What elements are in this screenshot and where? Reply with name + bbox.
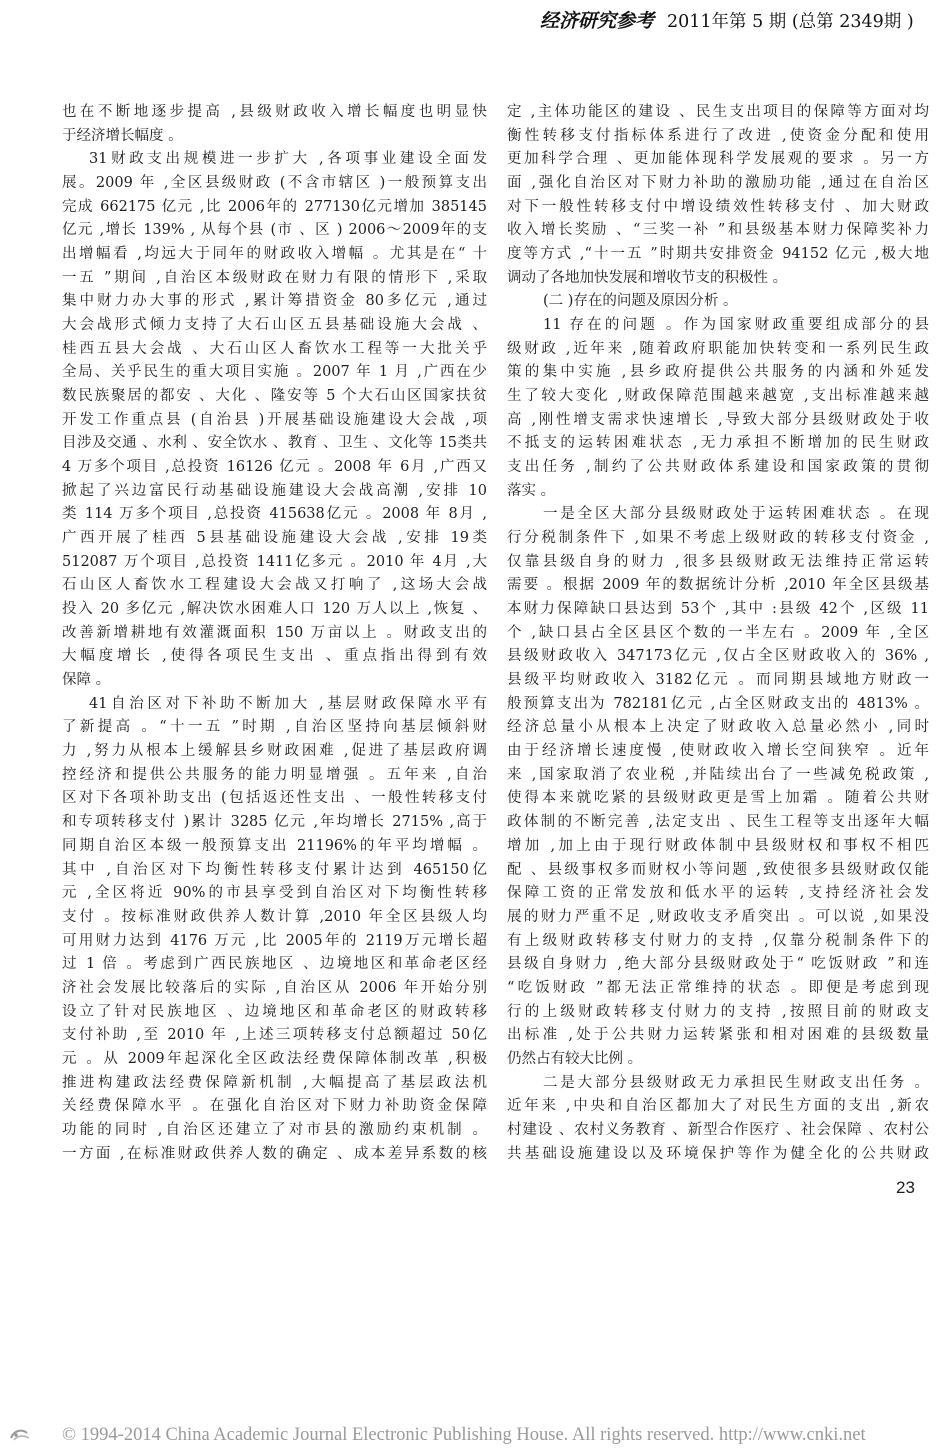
- text-line: 近年来 ,中央和自治区都加大了对民生方面的支出 ,新农: [507, 1098, 929, 1115]
- text-line: 全局、关乎民生的重大项目实施 。2007 年 1 月 ,广西在少: [62, 364, 487, 381]
- text-line: 元 。从 2009年起深化全区政法经费保障体制改革 ,积极: [62, 1050, 487, 1067]
- text-line: 收入增长奖励 、“三奖一补 ”和县级基本财力保障奖补力: [507, 222, 929, 239]
- text-line: 功能的同时 ,自治区还建立了对市县的激励约束机制 。: [62, 1121, 487, 1138]
- text-line: 县级自身财力 ,绝大部分县级财政处于“ 吃饭财政 ”和连: [507, 956, 929, 973]
- text-line: 保障 。: [62, 672, 111, 689]
- text-line: 同期自治区本级一般预算支出 21196%的年平均增幅 。: [62, 837, 487, 854]
- text-line: 广西开展了桂西 5县基础设施建设大会战 ,安排 19类: [62, 530, 487, 547]
- text-line: 济社会发展比较落后的实际 ,自治区从 2006 年开始分别: [62, 979, 487, 996]
- text-line: 可用财力达到 4176 万元 ,比 2005年的 2119万元增长超: [62, 932, 487, 949]
- text-line: 不抵支的运转困难状态 ,无力承担不断增加的民生财政: [507, 435, 929, 452]
- paragraph: [62, 101, 487, 148]
- paragraph: [507, 1072, 929, 1167]
- text-line: 调动了各地加快发展和增收节支的积极性 。: [507, 269, 788, 286]
- text-line: 落实 。: [507, 482, 556, 499]
- text-line: 关经费保障水平 。在强化自治区对下财力补助资金保障: [62, 1098, 487, 1115]
- text-line: 区对下各项补助支出 (包括返还性支出 、一般性转移支付: [62, 790, 487, 807]
- text-line: 设立了针对民族地区 、边境地区和革命老区的财政转移: [62, 1003, 487, 1020]
- text-line: 掀起了兴边富民行动基础设施建设大会战高潮 ,安排 10: [62, 482, 487, 499]
- text-line: 县级平均财政收入 3182亿元 。而同期县域地方财政一: [507, 672, 929, 689]
- text-line: 高 ,刚性增支需求快速增长 ,导致大部分县级财政处于收: [507, 411, 929, 428]
- text-line: 一是全区大部分县级财政处于运转困难状态 。在现: [543, 506, 929, 523]
- text-line: 对下一般性转移支付中增设绩效性转移支付 、加大财政: [507, 198, 929, 215]
- text-line: 大会战形式倾力支持了大石山区五县基础设施大会战 、: [62, 317, 487, 334]
- text-line: 控经济和提供公共服务的能力明显增强 。五年来 ,自治: [62, 766, 487, 783]
- text-line: 31财政支出规模进一步扩大 ,各项事业建设全面发: [89, 151, 487, 168]
- text-line: 定 ,主体功能区的建设 、民生支出项目的保障等方面对均: [507, 104, 929, 120]
- text-line: 个 ,缺口县占全区县区个数的一半左右 。2009 年 ,全区: [507, 624, 929, 641]
- cnki-logo-icon: [8, 1427, 32, 1443]
- text-line: 支付 。按标准财政供养人数计算 ,2010 年全区县级人均: [62, 908, 487, 925]
- journal-logo: 经济研究参考: [540, 10, 655, 32]
- text-line: 亿元 ,增长 139% , 从每个县 (市 、区 ) 2006～2009年的支: [62, 222, 487, 239]
- text-line: 石山区人畜饮水工程建设大会战又打响了 ,这场大会战: [62, 577, 487, 594]
- text-line: 桂西五县大会战 、大石山区人畜饮水工程等一大批关乎: [62, 340, 487, 357]
- text-line: 4 万多个项目 ,总投资 16126 亿元 。2008 年 6月 ,广西又: [62, 459, 487, 476]
- text-line: 出增幅看 ,均远大于同年的财政收入增幅 。尤其是在“ 十: [62, 246, 487, 263]
- text-line: 数民族聚居的都安 、大化 、隆安等 5 个大石山区国家扶贫: [62, 388, 487, 405]
- paragraph: [507, 314, 929, 503]
- text-line: 策的集中实施 ,县乡政府提供公共服务的内涵和外延发: [507, 364, 929, 381]
- text-line: 共基础设施建设以及环境保护等作为健全化的公共财政: [507, 1145, 929, 1162]
- text-line: 政体制的不断完善 ,法定支出 、民生工程等支出逐年大幅: [507, 814, 929, 831]
- text-line: 来 ,国家取消了农业税 ,并陆续出台了一些减免税政策 ,: [507, 766, 929, 783]
- text-line: 元 ,全区将近 90%的市县享受到自治区对下均衡性转移: [62, 885, 487, 902]
- text-line: 本财力保障缺口县达到 53个 ,其中 :县级 42个 ,区级 11: [507, 601, 929, 618]
- text-line: 支出任务 ,制约了公共财政体系建设和国家政策的贯彻: [507, 459, 929, 476]
- text-line: 大幅度增长 ,使得各项民生支出 、重点指出得到有效: [62, 648, 487, 665]
- text-line: (二 )存在的问题及原因分析 。: [543, 293, 738, 310]
- page-number: 23: [896, 1178, 915, 1197]
- text-line: 和专项转移支付 )累计 3285 亿元 ,年均增长 2715% ,高于: [62, 814, 487, 831]
- paragraph: [62, 148, 487, 692]
- text-line: 县级财政收入 347173亿元 ,仅占全区财政收入的 36% ,: [507, 648, 929, 665]
- text-line: 开发工作重点县 (自治县 )开展基础设施建设大会战 ,项: [62, 411, 487, 428]
- text-line: 改善新增耕地有效灌溉面积 150 万亩以上 。财政支出的: [62, 624, 487, 641]
- text-line: 于经济增长幅度 。: [62, 127, 183, 144]
- text-line: 集中财力办大事的形式 ,累计筹措资金 80多亿元 ,通过: [62, 293, 487, 310]
- paragraph: [507, 290, 929, 314]
- footer-copyright: © 1994-2014 China Academic Journal Electronic Publishing House. All rights reserved. http://www.cnki.net: [62, 1425, 866, 1445]
- text-line: 类 114 万多个项目 ,总投资 415638亿元 。2008 年 8月 ,: [62, 506, 487, 523]
- text-line: 目涉及交通 、水利 、安全饮水 、教育 、卫生 、文化等 15类共: [62, 435, 487, 452]
- right-column: [507, 101, 929, 1166]
- text-line: 保障工资的正常发放和低水平的运转 ,支持经济社会发: [507, 885, 929, 902]
- text-line: 完成 662175 亿元 ,比 2006年的 277130亿元增加 385145: [62, 198, 487, 215]
- text-line: 需要 。根据 2009 年的数据统计分析 ,2010 年全区县级基: [507, 577, 929, 594]
- text-line: 512087 万个项目 ,总投资 1411亿多元 。2010 年 4月 ,大: [62, 553, 487, 570]
- text-line: 仅靠县级自身的财力 ,很多县级财政无法维持正常运转: [507, 553, 929, 570]
- text-line: 11 存在的问题 。作为国家财政重要组成部分的县: [543, 317, 929, 334]
- text-line: 增加 ,加上由于现行财政体制中县级财权和事权不相匹: [507, 837, 929, 854]
- text-line: 由于经济增长速度慢 ,使财政收入增长空间狭窄 。近年: [507, 743, 929, 760]
- left-column: [62, 101, 487, 1166]
- text-line: 展。2009 年 ,全区县级财政 (不含市辖区 )一般预算支出: [62, 175, 487, 192]
- text-line: 生了较大变化 ,财政保障范围越来越宽 ,支出标准越来越: [507, 388, 929, 405]
- text-line: 更加科学合理 、更加能体现科学发展观的要求 。另一方: [507, 151, 929, 168]
- text-line: 了新提高 。“十一五 ”时期 ,自治区坚持向基层倾斜财: [62, 719, 487, 736]
- text-line: 二是大部分县级财政无力承担民生财政支出任务 。: [543, 1074, 929, 1091]
- text-line: 使得本来就吃紧的县级财政更是雪上加霜 。随着公共财: [507, 790, 929, 807]
- text-line: 展的财力严重不足 ,财政收支矛盾突出 。可以说 ,如果没: [507, 908, 929, 925]
- text-line: 投入 20 多亿元 ,解决饮水困难人口 120 万人以上 ,恢复 、: [62, 601, 487, 618]
- issue-info: 2011年第 5 期 (总第 2349期 ): [667, 12, 914, 32]
- text-line: 面 ,强化自治区对下财力补助的激励功能 ,通过在自治区: [507, 175, 929, 192]
- paragraph: [507, 503, 929, 1071]
- text-line: 也在不断地逐步提高 ,县级财政收入增长幅度也明显快: [62, 104, 487, 120]
- paragraph: [62, 693, 487, 1166]
- text-line: 出标准 ,处于公共财力运转紧张和相对困难的县级数量: [507, 1027, 929, 1044]
- paragraph: [507, 101, 929, 290]
- text-line: 行分税制条件下 ,如果不考虑上级财政的转移支付资金 ,: [507, 530, 929, 547]
- text-line: 般预算支出为 782181亿元 ,占全区财政支出的 4813% 。: [507, 695, 929, 712]
- text-line: 推进构建政法经费保障新机制 ,大幅提高了基层政法机: [62, 1074, 487, 1091]
- text-line: 村建设 、农村义务教育 、新型合作医疗 、社会保障 、农村公: [507, 1121, 929, 1138]
- text-line: 衡性转移支付指标体系进行了改进 ,使资金分配和使用: [507, 127, 929, 144]
- text-line: 行的上级财政转移支付财力的支持 ,按照目前的财政支: [507, 1003, 929, 1020]
- text-line: 支付补助 ,至 2010 年 ,上述三项转移支付总额超过 50亿: [62, 1027, 487, 1044]
- text-line: 一方面 ,在标准财政供养人数的确定 、成本差异系数的核: [62, 1145, 487, 1162]
- text-line: 度等方式 ,“十一五 ”时期共安排资金 94152 亿元 ,极大地: [507, 246, 929, 263]
- text-line: 仍然占有较大比例 。: [507, 1050, 643, 1067]
- text-line: 经济总量小从根本上决定了财政收入总量必然小 ,同时: [507, 719, 929, 736]
- text-line: 力 ,努力从根本上缓解县乡财政困难 ,促进了基层政府调: [62, 743, 487, 760]
- text-line: 级财政 ,近年来 ,随着政府职能加快转变和一系列民生政: [507, 340, 929, 357]
- text-line: 有上级财政转移支付财力的支持 ,仅靠分税制条件下的: [507, 932, 929, 949]
- text-line: 配 、县级事权多而财权小等问题 ,致使很多县级财政仅能: [507, 861, 929, 878]
- text-line: 过 1 倍 。考虑到广西民族地区 、边境地区和革命老区经: [62, 956, 487, 973]
- text-line: 41自治区对下补助不断加大 ,基层财政保障水平有: [89, 695, 487, 712]
- text-line: 其中 ,自治区对下均衡性转移支付累计达到 465150亿: [62, 861, 487, 878]
- text-line: “吃饭财政 ”都无法正常维持的状态 。即便是考虑到现: [507, 979, 929, 996]
- text-line: 一五 ”期间 ,自治区本级财政在财力有限的情形下 ,采取: [62, 269, 487, 286]
